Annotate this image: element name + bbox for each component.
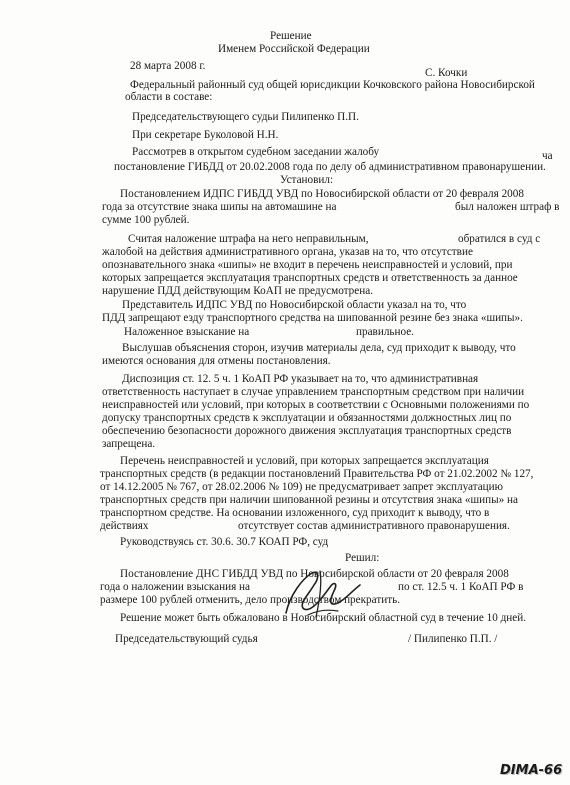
paragraph-line: опознавательного знака «шипы» не входит в перечень неисправностей и условий, при	[102, 259, 513, 271]
presiding-judge-line: Председательствующего судьи Пилипенко П.П.	[132, 111, 359, 123]
document-subtitle: Именем Российской Федерации	[218, 43, 370, 55]
intro-line-fragment: ча	[542, 150, 553, 162]
paragraph-line: Руководствуясь ст. 30.6. 30.7 КОАП РФ, суд	[120, 536, 329, 548]
paragraph-line: нарушение ПДД действующим КоАП не предусмотрена.	[102, 285, 373, 297]
intro-line: Федеральный районный суд общей юрисдикции Кочковского района Новосибирской	[130, 79, 535, 91]
paragraph-line: транспортных средств (в редакции постановлений Правительства РФ от 21.02.2002 № 127,	[100, 468, 534, 480]
paragraph-line: Выслушав объяснения сторон, изучив материалы дела, суд приходит к выводу, что	[122, 342, 516, 354]
watermark: DIMA-66	[500, 763, 563, 778]
paragraph-line: которых запрещается эксплуатация транспортных средств и ответственность за данное	[102, 272, 518, 284]
secretary-line: При секретаре Буколовой Н.Н.	[132, 129, 279, 141]
paragraph-line: Наложенное взыскание на	[124, 326, 250, 338]
paragraph-line: от 14.12.2005 № 767, от 28.02.2006 № 109) не предусматривает запрет эксплуатацию	[100, 481, 504, 493]
paragraph-line: Постановлением ИДПС ГИБДД УВД по Новосибирской области от 20 февраля 2008	[120, 188, 524, 200]
handwritten-signature	[268, 565, 368, 623]
document-place: С. Кочки	[425, 67, 468, 79]
paragraph-line: имеются основания для отмены постановления.	[102, 355, 331, 367]
established-heading: Установил:	[280, 174, 334, 186]
intro-line: области в составе:	[125, 91, 213, 103]
paragraph-line: жалобой на действия административного органа, указав на то, что отсутствие	[102, 246, 473, 258]
document-title: Решение	[270, 30, 312, 42]
paragraph-line: транспортных средств при наличии шипованной резины и отсутствия знака «шипы» на	[100, 494, 518, 506]
paragraph-line: Представитель ИДПС УВД по Новосибирской области указал на то, что	[122, 299, 467, 311]
paragraph-line: обеспечению безопасности дорожного движения эксплуатация транспортных средств	[102, 425, 512, 437]
paragraph-line: года о наложении взыскания на	[100, 581, 250, 593]
paragraph-line: транспортном средстве. На основании изложенного, суд приходит к выводу, что в	[100, 507, 490, 519]
paragraph-line: Считая наложение штрафа на него неправильным,	[128, 233, 369, 245]
paragraph-line: сумме 100 рублей.	[102, 214, 190, 226]
paragraph-line-fragment: был наложен штраф в	[455, 201, 560, 213]
paragraph-line: года за отсутствие знака шипы на автомашине на	[102, 201, 337, 213]
paragraph-line: действиях	[100, 520, 149, 532]
paragraph-line: ответственность наступает в случае управлением транспортным средством при наличии	[102, 386, 525, 398]
paragraph-line: Постановление ДНС ГИБДД УВД по Новосибирской области от 20 февраля 2008	[120, 568, 509, 580]
paragraph-line: неисправностей или условий, при которых в соответствии с Основными положениями по	[102, 399, 530, 411]
paragraph-line: Диспозиция ст. 12. 5 ч. 1 КоАП РФ указывает на то, что административная	[122, 373, 479, 385]
paragraph-line-fragment: правильное.	[356, 326, 414, 338]
paragraph-line-fragment: отсутствует состав административного правонарушения.	[238, 520, 510, 532]
paragraph-line: Перечень неисправностей и условий, при которых запрещается эксплуатация	[120, 455, 489, 467]
signature-role: Председательствующий судья	[115, 633, 258, 645]
document-date: 28 марта 2008 г.	[130, 60, 206, 72]
decided-heading: Решил:	[345, 552, 380, 564]
paragraph-line-fragment: по ст. 12.5 ч. 1 КоАП РФ в	[398, 581, 524, 593]
paragraph-line: ПДД запрещают езду транспортного средства на шипованной резине без знака «шипы».	[102, 312, 523, 324]
paragraph-line-fragment: обратился в суд с	[458, 233, 541, 245]
signature-name: / Пилипенко П.П. /	[408, 633, 498, 645]
appeal-notice: Решение может быть обжаловано в Новосибирский областной суд в течение 10 дней.	[120, 612, 527, 624]
paragraph-line: допуску транспортных средств к эксплуатации и обязанностями должностных лиц по	[102, 412, 512, 424]
intro-line: Рассмотрев в открытом судебном заседании жалобу	[132, 146, 380, 158]
intro-line: постановление ГИБДД от 20.02.2008 года по делу об административном правонарушении.	[114, 161, 546, 173]
paragraph-line: запрещена.	[102, 438, 156, 450]
paragraph-line: размере 100 рублей отменить, дело производством прекратить.	[100, 594, 400, 606]
